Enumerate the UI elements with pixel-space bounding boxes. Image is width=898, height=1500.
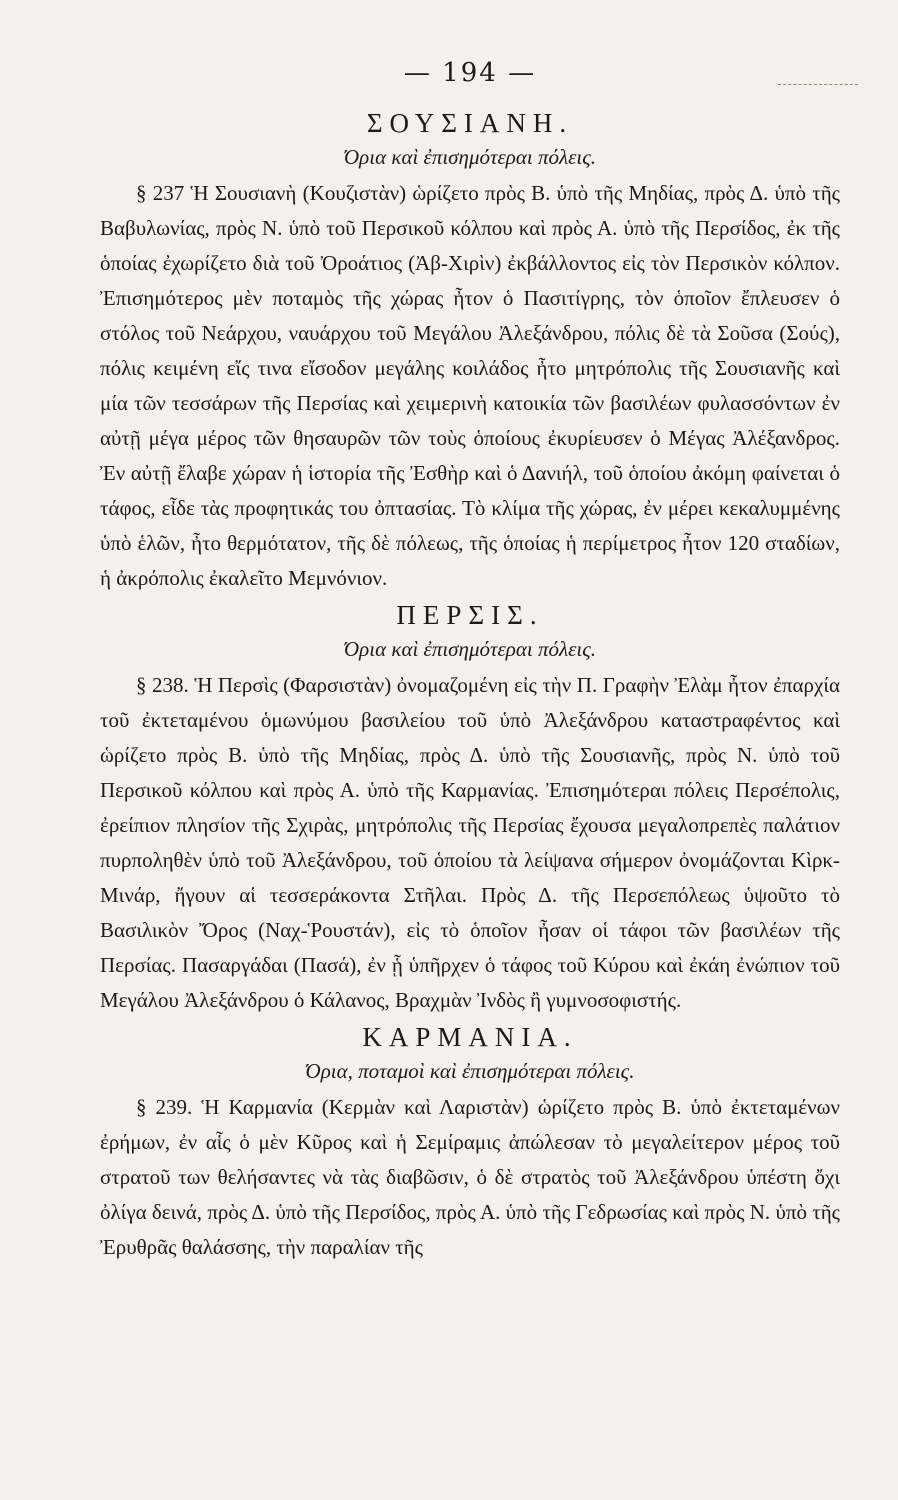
section-title: ΠΕΡΣΙΣ. <box>396 600 544 630</box>
section-persis <box>100 600 840 1018</box>
section-paragraph: § 237 Ἡ Σουσιανὴ (Κουζιστὰν) ὡρίζετο πρὸς Β. ὑπὸ τῆς Μηδίας, πρὸς Δ. ὑπὸ τῆς Βαβυλωνίας, πρὸς Ν. ὑπὸ τοῦ Περσικοῦ κόλπου καὶ πρὸς Α. ὑπὸ τῆς Περσίδος, ἐκ τῆς ὁποίας ἐχωρίζετο διὰ τοῦ Ὀροάτιος (Ἀβ-Χιρὶν) ἐκβάλλοντος εἰς τὸν Περσικὸν κόλπον. Ἐπισημότερος μὲν ποταμὸς τῆς χώρας ἦτον ὁ Πασιτίγρης, τὸν ὁποῖον ἔπλευσεν ὁ στόλος τοῦ Νεάρχου, ναυάρχου τοῦ Μεγάλου Ἀλεξάνδρου, πόλις δὲ τὰ Σοῦσα (Σούς), πόλις κειμένη εἴς τινα εἴσοδον μεγάλης κοιλάδος ἦτο μητρόπολις τῆς Σουσιανῆς καὶ μία τῶν τεσσάρων τῆς Περσίας καὶ χειμερινὴ κατοικία τῶν βασιλέων φυλασσόντων ἐν αὐτῇ μέγα μέρος τῶν θησαυρῶν τῶν τοὺς ὁποίους ἐκυρίευσεν ὁ Μέγας Ἀλέξανδρος. Ἐν αὐτῇ ἔλαβε χώραν ἡ ἱστορία τῆς Ἐσθὴρ καὶ ὁ Δανιήλ, τοῦ ὁποίου ἀκόμη φαίνεται ὁ τάφος, εἶδε τὰς προφητικάς του ὀπτασίας. Τὸ κλίμα τῆς χώρας, ἐν μέρει κεκαλυμμένης ὑπὸ ἑλῶν, ἦτο θερμότατον, τῆς δὲ πόλεως, τῆς ὁποίας ἡ περίμετρος ἦτον 120 σταδίων, ἡ ἀκρόπολις ἐκαλεῖτο Μεμνόνιον. <box>100 181 840 590</box>
page-number: — 194 — <box>403 58 537 88</box>
section-subtitle: Όρια, ποταμοὶ καὶ ἐπισημότεραι πόλεις. <box>305 1059 635 1083</box>
section-title: ΣΟΥΣΙΑΝΗ. <box>366 108 574 138</box>
section-title: ΚΑΡΜΑΝΙΑ. <box>362 1022 578 1052</box>
section-paragraph: § 238. Ἡ Περσὶς (Φαρσιστὰν) ὀνομαζομένη εἰς τὴν Π. Γραφὴν Ἐλὰμ ἦτον ἐπαρχία τοῦ ἐκτεταμένου ὁμωνύμου βασιλείου τοῦ ὑπὸ Ἀλεξάνδρου καταστραφέντος καὶ ὡρίζετο πρὸς Β. ὑπὸ τῆς Μηδίας, πρὸς Δ. ὑπὸ τῆς Σουσιανῆς, πρὸς Ν. ὑπὸ τοῦ Περσικοῦ κόλπου καὶ πρὸς Α. ὑπὸ τῆς Καρμανίας. Ἐπισημότεραι πόλεις Περσέπολις, ἐρείπιον πλησίον τῆς Σχιρὰς, μητρόπολις τῆς Περσίας ἔχουσα μεγαλοπρεπὲς παλάτιον πυρποληθὲν ὑπὸ τοῦ Ἀλεξάνδρου, τοῦ ὁποίου τὰ λείψανα σήμερον ὀνομάζονται Κὶρκ-Μινάρ, ἤγουν αἱ τεσσεράκοντα Στῆλαι. Πρὸς Δ. τῆς Περσεπόλεως ὑψοῦτο τὸ Βασιλικὸν Ὄρος (Ναχ-Ῥουστάν), εἰς τὸ ὁποῖον ἦσαν οἱ τάφοι τῶν βασιλέων τῆς Περσίας. Πασαργάδαι (Πασά), ἐν ᾗ ὑπῆρχεν ὁ τάφος τοῦ Κύρου καὶ ἐκάη ἐνώπιον τοῦ Μεγάλου Ἀλεξάνδρου ὁ Κάλανος, Βραχμὰν Ἰνδὸς ἢ γυμνοσοφιστής. <box>100 673 840 1012</box>
section-paragraph: § 239. Ἡ Καρμανία (Κερμὰν καὶ Λαριστὰν) ὡρίζετο πρὸς Β. ὑπὸ ἐκτεταμένων ἐρήμων, ἐν αἷς ὁ μὲν Κῦρος καὶ ἡ Σεμίραμις ἀπώλεσαν τὸ μεγαλείτερον μέρος τοῦ στρατοῦ των θελήσαντες νὰ τὰς διαβῶσιν, ὁ δὲ στρατὸς τοῦ Ἀλεξάνδρου ὑπέστη ὄχι ὀλίγα δεινά, πρὸς Δ. ὑπὸ τῆς Περσίδος, πρὸς Α. ὑπὸ τῆς Γεδρωσίας καὶ πρὸς Ν. ὑπὸ τῆς Ἐρυθρᾶς θαλάσσης, τὴν παραλίαν τῆς <box>100 1095 840 1259</box>
book-page <box>100 58 840 1269</box>
section-subtitle: Όρια καὶ ἐπισημότεραι πόλεις. <box>344 145 596 169</box>
section-sousiane <box>100 108 840 596</box>
section-subtitle: Όρια καὶ ἐπισημότεραι πόλεις. <box>344 637 596 661</box>
section-karmania <box>100 1022 840 1265</box>
